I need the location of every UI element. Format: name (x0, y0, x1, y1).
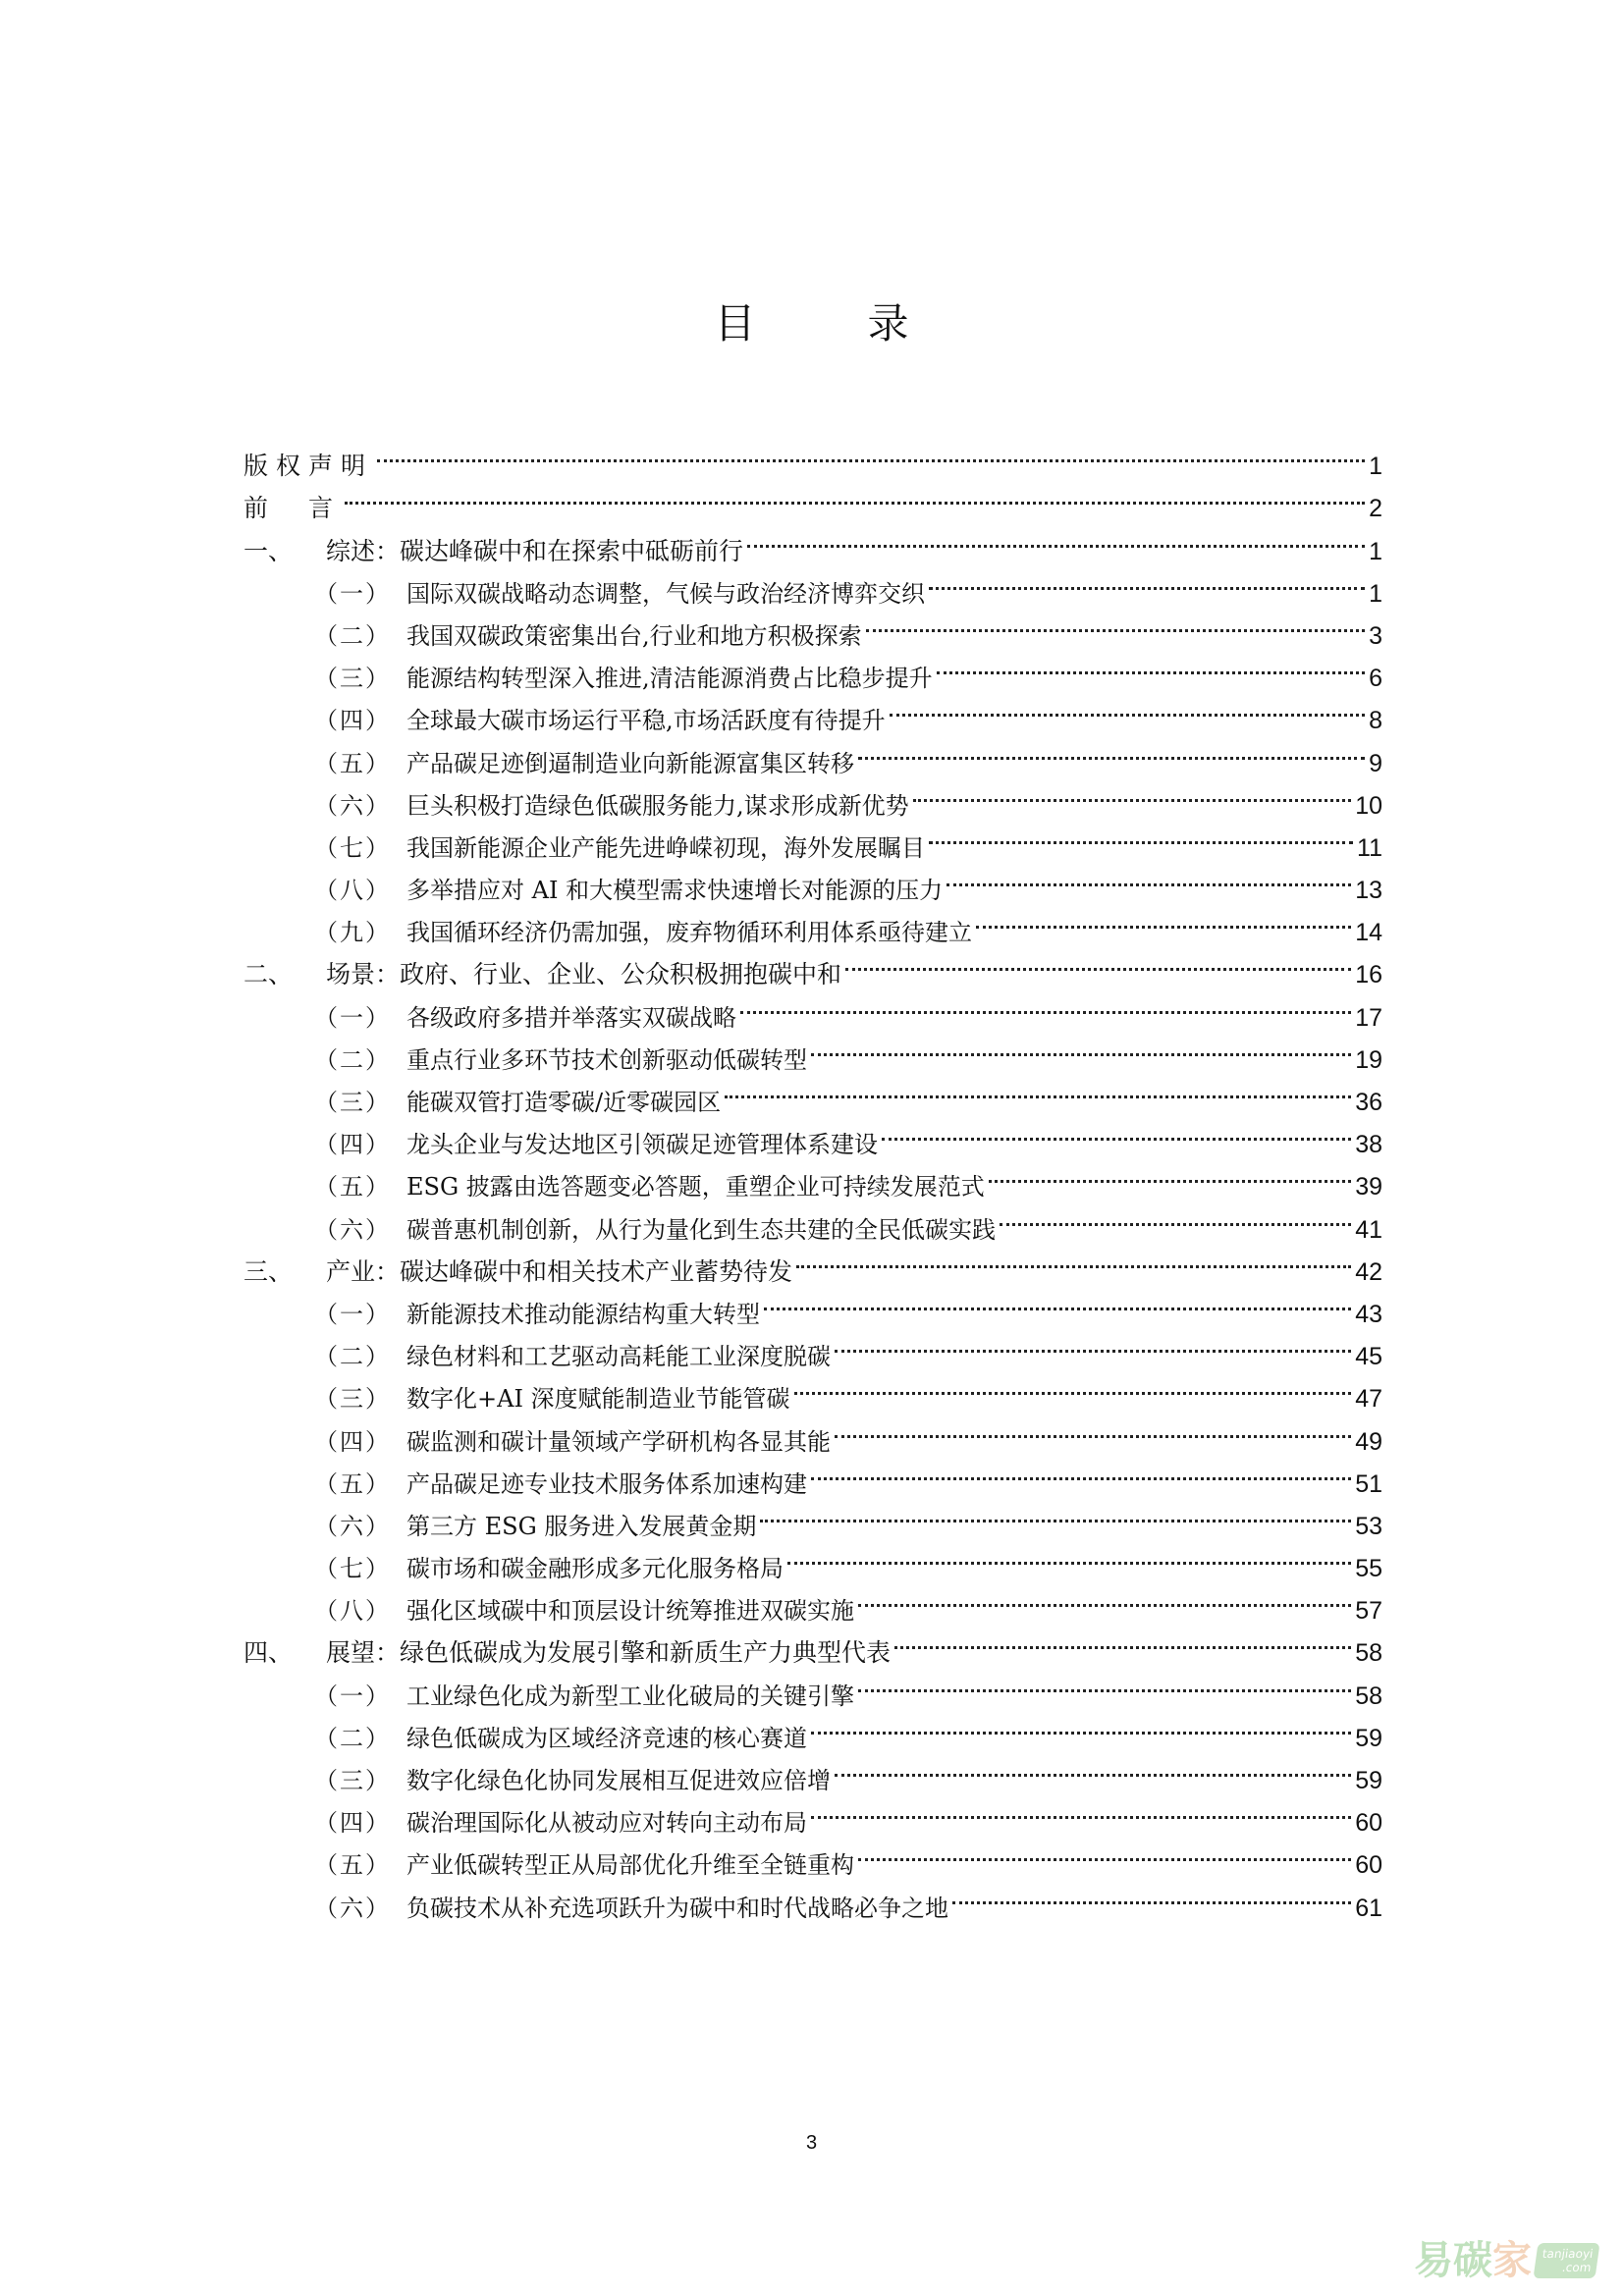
toc-entry-page: 10 (1355, 791, 1382, 820)
toc-leader-dots (929, 814, 1353, 856)
toc-entry-page: 45 (1355, 1343, 1382, 1371)
toc-entry-number: （二） (314, 1343, 391, 1371)
toc-entry-title: 强化区域碳中和顶层设计统筹推进双碳实施 (406, 1597, 854, 1626)
toc-leader-dots (1000, 1195, 1351, 1237)
page-title: 目 录 (714, 299, 945, 347)
toc-leader-dots (858, 1831, 1351, 1873)
toc-entry-title: 负碳技术从补充选项跃升为碳中和时代战略必争之地 (406, 1894, 948, 1922)
toc-entry-page: 2 (1369, 495, 1382, 523)
toc-entry-number: （五） (314, 1173, 391, 1201)
toc-entry-number: （六） (314, 1512, 391, 1540)
toc-leader-dots (747, 516, 1365, 559)
toc-entry-number: （二） (314, 1724, 391, 1752)
toc-leader-dots (937, 644, 1365, 686)
toc-leader-dots (811, 1026, 1351, 1068)
toc-leader-dots (811, 1789, 1351, 1831)
toc-entry-title: 数字化+AI 深度赋能制造业节能管碳 (406, 1385, 790, 1414)
toc-entry-number: （六） (314, 791, 391, 820)
table-of-contents (243, 432, 1382, 1922)
toc-entry-number: （四） (314, 707, 391, 735)
toc-entry-title: 能碳双管打造零碳/近零碳园区 (406, 1089, 722, 1116)
toc-entry-title: 我国双碳政策密集出台,行业和地方积极探索 (406, 621, 862, 650)
toc-leader-dots (858, 1576, 1351, 1619)
toc-entry-page: 58 (1355, 1639, 1382, 1668)
toc-leader-dots (796, 1238, 1351, 1280)
toc-front-entry[interactable] (243, 432, 1382, 481)
toc-leader-dots (845, 940, 1351, 983)
toc-entry-page: 9 (1369, 749, 1382, 777)
watermark-badge (1533, 2243, 1600, 2278)
toc-chapter-entry[interactable] (243, 516, 1382, 565)
toc-leader-dots (858, 728, 1365, 771)
toc-entry-page: 60 (1355, 1809, 1382, 1838)
toc-entry-page: 17 (1355, 1003, 1382, 1032)
toc-leader-dots (894, 1619, 1351, 1661)
toc-entry-number: （四） (314, 1427, 391, 1456)
toc-entry-page: 59 (1355, 1724, 1382, 1752)
toc-entry-number: （八） (314, 877, 391, 905)
toc-leader-dots (835, 1407, 1351, 1449)
toc-leader-dots (811, 1704, 1351, 1746)
toc-entry-page: 49 (1355, 1427, 1382, 1456)
toc-entry-page: 61 (1355, 1894, 1382, 1922)
toc-leader-dots (835, 1322, 1351, 1364)
toc-entry-title: 工业绿色化成为新型工业化破局的关键引擎 (406, 1682, 854, 1710)
toc-entry-title: ESG 披露由选答题变必答题，重塑企业可持续发展范式 (406, 1173, 985, 1201)
toc-entry-title: 我国新能源企业产能先进峥嵘初现，海外发展瞩目 (406, 833, 925, 862)
toc-leader-dots (725, 1068, 1351, 1110)
toc-entry-title: 绿色低碳成为区域经济竞速的核心赛道 (406, 1724, 807, 1752)
toc-leader-dots (377, 432, 1365, 474)
toc-entry-title: 龙头企业与发达地区引领碳足迹管理体系建设 (406, 1131, 878, 1159)
toc-entry-number: （三） (314, 1089, 391, 1116)
toc-entry-page: 47 (1355, 1385, 1382, 1414)
toc-entry-title: 数字化绿色化协同发展相互促进效应倍增 (406, 1767, 831, 1794)
toc-entry-title: 全球最大碳市场运行平稳,市场活跃度有待提升 (406, 707, 886, 735)
toc-leader-dots (866, 602, 1365, 644)
toc-entry-title: 综述：碳达峰碳中和在探索中砥砺前行 (326, 536, 744, 565)
toc-entry-title: 碳治理国际化从被动应对转向主动布局 (406, 1809, 807, 1838)
toc-entry-number: （五） (314, 749, 391, 777)
toc-entry-page: 55 (1355, 1555, 1382, 1583)
toc-entry-page: 13 (1355, 877, 1382, 905)
toc-entry-number: （三） (314, 665, 391, 693)
toc-leader-dots (345, 474, 1365, 516)
toc-entry-title: 各级政府多措并举落实双碳战略 (406, 1003, 736, 1032)
toc-entry-number: （三） (314, 1385, 391, 1414)
toc-entry-title: 碳监测和碳计量领域产学研机构各显其能 (406, 1427, 831, 1456)
toc-entry-number: （七） (314, 833, 391, 862)
toc-entry-page: 39 (1355, 1173, 1382, 1201)
toc-leader-dots (835, 1746, 1351, 1789)
toc-leader-dots (811, 1450, 1351, 1492)
toc-entry-title: 绿色材料和工艺驱动高耗能工业深度脱碳 (406, 1343, 831, 1371)
toc-entry-page: 19 (1355, 1045, 1382, 1074)
toc-entry-page: 58 (1355, 1682, 1382, 1710)
toc-entry-page: 11 (1357, 833, 1382, 862)
toc-entry-number: （七） (314, 1555, 391, 1583)
toc-entry-title: 碳市场和碳金融形成多元化服务格局 (406, 1555, 784, 1583)
toc-entry-title: 产品碳足迹专业技术服务体系加速构建 (406, 1469, 807, 1498)
toc-leader-dots (740, 983, 1351, 1025)
toc-entry-number: （三） (314, 1767, 391, 1794)
toc-entry-number: （五） (314, 1851, 391, 1880)
toc-entry-page: 38 (1355, 1131, 1382, 1159)
toc-leader-dots (760, 1492, 1351, 1534)
toc-entry-number: （二） (314, 621, 391, 650)
toc-entry-number: （六） (314, 1215, 391, 1244)
toc-entry-number: （五） (314, 1469, 391, 1498)
toc-entry-page: 8 (1369, 707, 1382, 735)
toc-entry-title: 场景：政府、行业、企业、公众积极拥抱碳中和 (326, 960, 842, 989)
toc-entry-title: 产业低碳转型正从局部优化升维至全链重构 (406, 1851, 854, 1880)
watermark-char: 碳 (1453, 2238, 1492, 2283)
toc-entry-number: （四） (314, 1131, 391, 1159)
toc-entry-page: 3 (1369, 621, 1382, 650)
toc-entry-title: 新能源技术推动能源结构重大转型 (406, 1300, 760, 1328)
toc-entry-page: 14 (1355, 919, 1382, 947)
toc-leader-dots (764, 1280, 1351, 1322)
toc-entry-title: 多举措应对 AI 和大模型需求快速增长对能源的压力 (406, 877, 944, 905)
toc-leader-dots (976, 898, 1351, 940)
toc-entry-page: 1 (1369, 453, 1382, 481)
toc-front-entry[interactable] (243, 474, 1382, 523)
toc-entry-page: 51 (1355, 1469, 1382, 1498)
watermark-char: 家 (1492, 2238, 1532, 2283)
toc-entry-title: 重点行业多环节技术创新驱动低碳转型 (406, 1045, 807, 1074)
toc-leader-dots (952, 1873, 1351, 1915)
toc-entry-title: 产业：碳达峰碳中和相关技术产业蓄势待发 (326, 1256, 793, 1286)
toc-leader-dots (787, 1534, 1351, 1576)
toc-entry-title: 我国循环经济仍需加强，废弃物循环利用体系亟待建立 (406, 919, 972, 947)
toc-entry-number: 一、 (243, 536, 294, 565)
toc-entry-page: 43 (1355, 1300, 1382, 1328)
watermark-badge-line: .com (1561, 2261, 1593, 2274)
toc-leader-dots (929, 560, 1365, 602)
toc-entry-title: 前 言 (243, 494, 342, 523)
toc-entry-title: 产品碳足迹倒逼制造业向新能源富集区转移 (406, 749, 854, 777)
page-number: 3 (805, 2132, 818, 2154)
toc-entry-page: 60 (1355, 1851, 1382, 1880)
toc-entry-number: （一） (314, 1300, 391, 1328)
toc-leader-dots (890, 686, 1365, 728)
toc-leader-dots (913, 772, 1352, 814)
toc-entry-number: （八） (314, 1597, 391, 1626)
toc-entry-page: 53 (1355, 1512, 1382, 1540)
watermark-char: 易 (1414, 2238, 1453, 2283)
toc-entry-number: （四） (314, 1809, 391, 1838)
toc-entry-number: 二、 (243, 960, 294, 989)
toc-entry-title: 能源结构转型深入推进,清洁能源消费占比稳步提升 (406, 665, 933, 693)
toc-entry-page: 1 (1369, 579, 1382, 608)
toc-leader-dots (947, 856, 1351, 898)
toc-leader-dots (989, 1152, 1351, 1195)
toc-entry-title: 第三方 ESG 服务进入发展黄金期 (406, 1512, 757, 1540)
toc-entry-number: （一） (314, 1682, 391, 1710)
toc-entry-title: 国际双碳战略动态调整，气候与政治经济博弈交织 (406, 579, 925, 608)
toc-entry-title: 版权声明 (243, 452, 374, 481)
toc-entry-page: 57 (1355, 1597, 1382, 1626)
watermark-logo (1414, 2236, 1615, 2285)
watermark-badge-line: tanjiaoyi (1542, 2247, 1595, 2261)
toc-entry-number: 三、 (243, 1256, 294, 1286)
toc-leader-dots (882, 1110, 1351, 1152)
toc-entry-page: 41 (1355, 1215, 1382, 1244)
toc-entry-page: 1 (1369, 537, 1382, 565)
toc-entry-number: （一） (314, 1003, 391, 1032)
toc-entry-page: 36 (1355, 1089, 1382, 1116)
toc-entry-page: 16 (1355, 961, 1382, 989)
toc-entry-page: 6 (1369, 665, 1382, 693)
toc-entry-number: （九） (314, 919, 391, 947)
toc-entry-page: 42 (1355, 1257, 1382, 1286)
toc-entry-number: （六） (314, 1894, 391, 1922)
toc-entry-number: 四、 (243, 1638, 294, 1668)
toc-entry-number: （二） (314, 1045, 391, 1074)
toc-leader-dots (794, 1364, 1352, 1407)
toc-entry-title: 碳普惠机制创新，从行为量化到生态共建的全民低碳实践 (406, 1215, 996, 1244)
toc-entry-title: 展望：绿色低碳成为发展引擎和新质生产力典型代表 (326, 1638, 892, 1668)
toc-leader-dots (858, 1661, 1351, 1703)
toc-entry-number: （一） (314, 579, 391, 608)
toc-entry-title: 巨头积极打造绿色低碳服务能力,谋求形成新优势 (406, 791, 909, 820)
toc-entry-page: 59 (1355, 1767, 1382, 1794)
